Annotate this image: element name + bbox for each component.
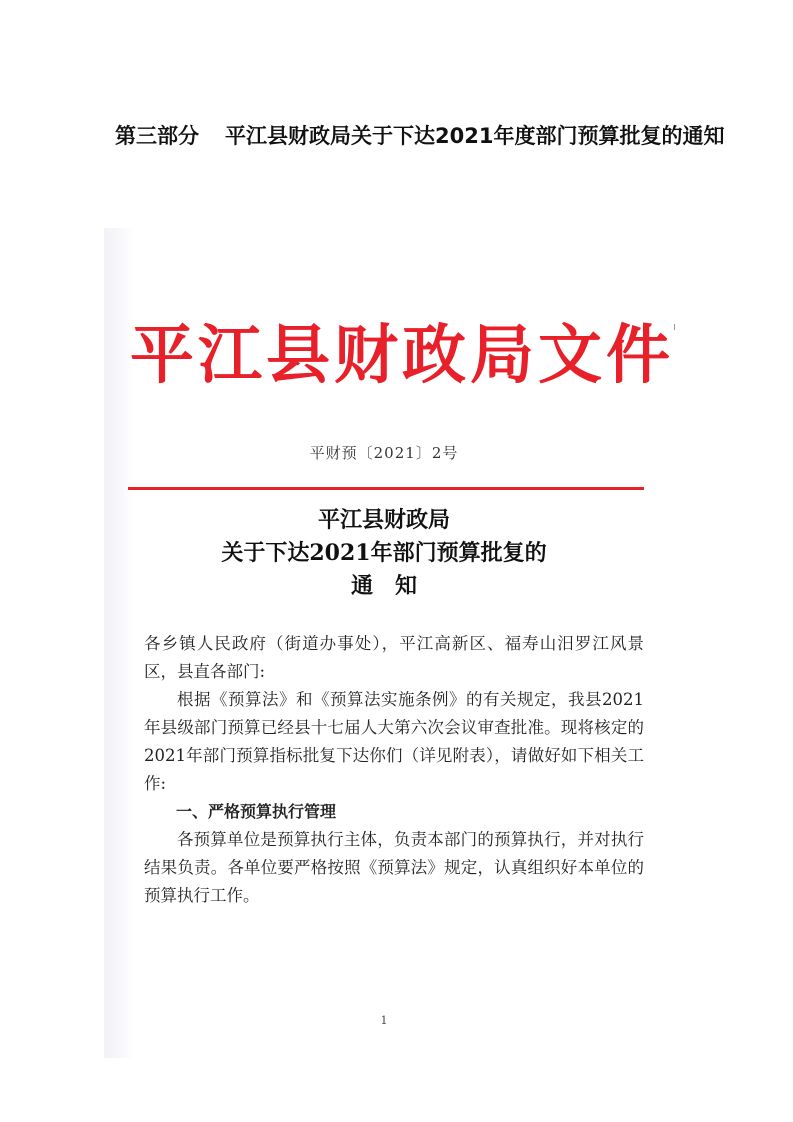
addressee: 各乡镇人民政府（街道办事处），平江高新区、福寿山汨罗江风景区，县直各部门: (144, 634, 644, 681)
letterhead: 平江县财政局文件 (130, 318, 674, 393)
part-label: 第三部分 (115, 124, 199, 148)
section-heading: 一、严格预算执行管理 (176, 802, 337, 821)
paragraph-2: 各预算单位是预算执行主体，负责本部门的预算执行，并对执行结果负责。各单位要严格按照《预算法》规定，认真组织好本单位的预算执行工作。 (144, 830, 644, 905)
red-divider (128, 487, 644, 490)
title-line-3: 通 知 (350, 573, 417, 599)
scan-speck (674, 324, 675, 330)
title-line-1: 平江县财政局 (317, 507, 450, 533)
part-title: 平江县财政局关于下达2021年度部门预算批复的通知 (225, 124, 725, 148)
document-number: 平财预〔2021〕2号 (309, 444, 459, 462)
document-title (104, 504, 664, 603)
paragraph-1: 根据《预算法》和《预算法实施条例》的有关规定，我县2021年县级部门预算已经县十七届人大第六次会议审查批准。现将核定的2021年部门预算指标批复下达你们（详见附表），请做好如下相关工作: (144, 690, 644, 793)
title-line-2: 关于下达2021年部门预算批复的 (221, 540, 547, 566)
scanned-document (104, 228, 744, 1058)
document-body (144, 630, 644, 910)
page-number: 1 (380, 1014, 388, 1027)
part-heading (115, 118, 725, 154)
